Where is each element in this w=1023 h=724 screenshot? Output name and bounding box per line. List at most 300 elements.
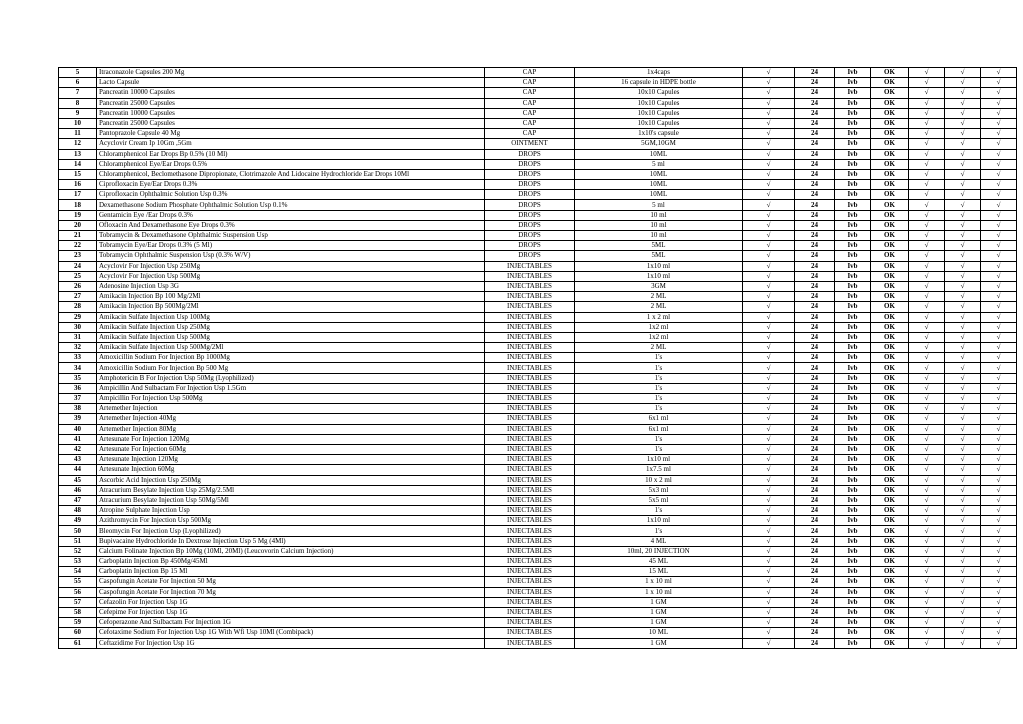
product-name: Calcium Folinate Injection Bp 10Mg (10Ml, 20Ml) (Leucovorin Calcium Injection): [97, 546, 485, 556]
check-mark-a: √: [909, 618, 945, 628]
product-name: Amikacin Injection Bp 100 Mg/2Ml: [97, 292, 485, 302]
check-mark-c: √: [981, 190, 1017, 200]
pack-size: 1's: [575, 383, 743, 393]
check-mark-a: √: [909, 231, 945, 241]
product-table: [58, 67, 1017, 649]
dosage-form: CAP: [485, 68, 575, 78]
check-mark-b: √: [945, 475, 981, 485]
status-cell: OK: [871, 414, 909, 424]
table-row: [59, 414, 1017, 424]
status-cell: OK: [871, 281, 909, 291]
check-mark: √: [743, 546, 795, 556]
row-number: 38: [59, 404, 97, 414]
row-number: 22: [59, 241, 97, 251]
status-cell: OK: [871, 577, 909, 587]
product-name: Itraconazole Capsules 200 Mg: [97, 68, 485, 78]
table-row: [59, 159, 1017, 169]
check-mark-c: √: [981, 546, 1017, 556]
status-cell: OK: [871, 373, 909, 383]
check-mark-a: √: [909, 68, 945, 78]
status-cell: OK: [871, 557, 909, 567]
table-row: [59, 465, 1017, 475]
pack-size: 1x10 ml: [575, 516, 743, 526]
check-mark-a: √: [909, 485, 945, 495]
check-mark-b: √: [945, 567, 981, 577]
table-row: [59, 557, 1017, 567]
check-mark-a: √: [909, 139, 945, 149]
product-name: Ascorbic Acid Injection Usp 250Mg: [97, 475, 485, 485]
dosage-form: INJECTABLES: [485, 373, 575, 383]
check-mark: √: [743, 281, 795, 291]
status-cell: OK: [871, 139, 909, 149]
pack-size: 1's: [575, 526, 743, 536]
dosage-form: DROPS: [485, 231, 575, 241]
climatic-zone: Ivb: [835, 302, 871, 312]
check-mark-b: √: [945, 68, 981, 78]
climatic-zone: Ivb: [835, 363, 871, 373]
row-number: 11: [59, 129, 97, 139]
row-number: 59: [59, 618, 97, 628]
check-mark-a: √: [909, 302, 945, 312]
check-mark-b: √: [945, 332, 981, 342]
check-mark-a: √: [909, 220, 945, 230]
check-mark: √: [743, 343, 795, 353]
product-name: Chloramphenicol Ear Drops Bp 0.5% (10 Ml): [97, 149, 485, 159]
check-mark: √: [743, 200, 795, 210]
dosage-form: INJECTABLES: [485, 455, 575, 465]
check-mark-c: √: [981, 607, 1017, 617]
dosage-form: INJECTABLES: [485, 465, 575, 475]
table-row: [59, 200, 1017, 210]
status-cell: OK: [871, 118, 909, 128]
climatic-zone: Ivb: [835, 139, 871, 149]
status-cell: OK: [871, 190, 909, 200]
check-mark-a: √: [909, 444, 945, 454]
pack-size: 16 capsule in HDPE bottle: [575, 78, 743, 88]
product-name: Bleomycin For Injection Usp (Lyophilized): [97, 526, 485, 536]
check-mark-a: √: [909, 465, 945, 475]
check-mark: √: [743, 618, 795, 628]
pack-size: 1x2 ml: [575, 322, 743, 332]
status-cell: OK: [871, 343, 909, 353]
climatic-zone: Ivb: [835, 526, 871, 536]
row-number: 45: [59, 475, 97, 485]
shelf-life: 24: [795, 516, 835, 526]
check-mark-a: √: [909, 414, 945, 424]
check-mark-b: √: [945, 302, 981, 312]
dosage-form: DROPS: [485, 220, 575, 230]
shelf-life: 24: [795, 139, 835, 149]
dosage-form: CAP: [485, 78, 575, 88]
dosage-form: INJECTABLES: [485, 261, 575, 271]
check-mark-a: √: [909, 241, 945, 251]
check-mark-c: √: [981, 567, 1017, 577]
status-cell: OK: [871, 597, 909, 607]
product-name: Pancreatin 25000 Capsules: [97, 98, 485, 108]
check-mark-c: √: [981, 363, 1017, 373]
shelf-life: 24: [795, 302, 835, 312]
check-mark-a: √: [909, 383, 945, 393]
check-mark-b: √: [945, 220, 981, 230]
table-row: [59, 241, 1017, 251]
check-mark-c: √: [981, 394, 1017, 404]
shelf-life: 24: [795, 200, 835, 210]
status-cell: OK: [871, 404, 909, 414]
product-name: Amikacin Sulfate Injection Usp 500Mg: [97, 332, 485, 342]
dosage-form: DROPS: [485, 159, 575, 169]
check-mark-b: √: [945, 149, 981, 159]
product-name: Pantoprazole Capsule 40 Mg: [97, 129, 485, 139]
status-cell: OK: [871, 434, 909, 444]
climatic-zone: Ivb: [835, 424, 871, 434]
product-name: Tobramycin Ophthalmic Suspension Usp (0.3% W/V): [97, 251, 485, 261]
product-name: Dexamethasone Sodium Phosphate Ophthalmic Solution Usp 0.1%: [97, 200, 485, 210]
row-number: 36: [59, 383, 97, 393]
product-name: Cefazolin For Injection Usp 1G: [97, 597, 485, 607]
climatic-zone: Ivb: [835, 434, 871, 444]
dosage-form: INJECTABLES: [485, 363, 575, 373]
dosage-form: INJECTABLES: [485, 628, 575, 638]
dosage-form: INJECTABLES: [485, 557, 575, 567]
pack-size: 4 ML: [575, 536, 743, 546]
pack-size: 1x10's capsule: [575, 129, 743, 139]
shelf-life: 24: [795, 332, 835, 342]
pack-size: 1x7.5 ml: [575, 465, 743, 475]
check-mark-b: √: [945, 607, 981, 617]
check-mark-b: √: [945, 557, 981, 567]
product-name: Atropine Sulphate Injection Usp: [97, 506, 485, 516]
table-row: [59, 353, 1017, 363]
shelf-life: 24: [795, 455, 835, 465]
table-row: [59, 332, 1017, 342]
check-mark-c: √: [981, 108, 1017, 118]
check-mark-b: √: [945, 312, 981, 322]
check-mark-c: √: [981, 414, 1017, 424]
climatic-zone: Ivb: [835, 353, 871, 363]
row-number: 55: [59, 577, 97, 587]
climatic-zone: Ivb: [835, 536, 871, 546]
check-mark-a: √: [909, 638, 945, 648]
check-mark-c: √: [981, 353, 1017, 363]
shelf-life: 24: [795, 322, 835, 332]
dosage-form: DROPS: [485, 149, 575, 159]
pack-size: 10ML: [575, 169, 743, 179]
pack-size: 6x1 ml: [575, 414, 743, 424]
check-mark-c: √: [981, 383, 1017, 393]
pack-size: 1's: [575, 434, 743, 444]
product-name: Amphotericin B For Injection Usp 50Mg (Lyophilized): [97, 373, 485, 383]
check-mark-c: √: [981, 322, 1017, 332]
product-name: Chloramphenicol Eye/Ear Drops 0.5%: [97, 159, 485, 169]
pack-size: 10 ml: [575, 210, 743, 220]
table-row: [59, 383, 1017, 393]
check-mark-b: √: [945, 129, 981, 139]
check-mark-b: √: [945, 108, 981, 118]
pack-size: 1's: [575, 363, 743, 373]
dosage-form: INJECTABLES: [485, 444, 575, 454]
check-mark-b: √: [945, 292, 981, 302]
status-cell: OK: [871, 495, 909, 505]
table-row: [59, 139, 1017, 149]
status-cell: OK: [871, 424, 909, 434]
table-row: [59, 607, 1017, 617]
shelf-life: 24: [795, 149, 835, 159]
climatic-zone: Ivb: [835, 68, 871, 78]
check-mark-b: √: [945, 98, 981, 108]
status-cell: OK: [871, 251, 909, 261]
row-number: 7: [59, 88, 97, 98]
row-number: 21: [59, 231, 97, 241]
status-cell: OK: [871, 444, 909, 454]
status-cell: OK: [871, 241, 909, 251]
product-name: Ampicillin And Sulbactam For Injection Usp 1.5Gm: [97, 383, 485, 393]
check-mark: √: [743, 261, 795, 271]
check-mark-a: √: [909, 506, 945, 516]
check-mark-b: √: [945, 414, 981, 424]
check-mark-c: √: [981, 180, 1017, 190]
table-row: [59, 618, 1017, 628]
check-mark: √: [743, 567, 795, 577]
pack-size: 5x3 ml: [575, 485, 743, 495]
check-mark-b: √: [945, 322, 981, 332]
climatic-zone: Ivb: [835, 383, 871, 393]
check-mark-c: √: [981, 516, 1017, 526]
dosage-form: INJECTABLES: [485, 343, 575, 353]
product-name: Amoxicillin Sodium For Injection Bp 500 Mg: [97, 363, 485, 373]
climatic-zone: Ivb: [835, 618, 871, 628]
climatic-zone: Ivb: [835, 241, 871, 251]
status-cell: OK: [871, 78, 909, 88]
pack-size: 15 ML: [575, 567, 743, 577]
climatic-zone: Ivb: [835, 638, 871, 648]
check-mark-b: √: [945, 638, 981, 648]
check-mark-c: √: [981, 149, 1017, 159]
check-mark-a: √: [909, 343, 945, 353]
product-name: Amikacin Sulfate Injection Usp 250Mg: [97, 322, 485, 332]
pack-size: 1 x 10 ml: [575, 577, 743, 587]
check-mark: √: [743, 557, 795, 567]
dosage-form: INJECTABLES: [485, 302, 575, 312]
check-mark-c: √: [981, 220, 1017, 230]
table-row: [59, 597, 1017, 607]
climatic-zone: Ivb: [835, 210, 871, 220]
check-mark-c: √: [981, 597, 1017, 607]
check-mark-b: √: [945, 78, 981, 88]
climatic-zone: Ivb: [835, 129, 871, 139]
climatic-zone: Ivb: [835, 98, 871, 108]
pack-size: 1x10 ml: [575, 271, 743, 281]
table-row: [59, 628, 1017, 638]
check-mark-b: √: [945, 506, 981, 516]
check-mark-c: √: [981, 251, 1017, 261]
check-mark: √: [743, 108, 795, 118]
check-mark-a: √: [909, 261, 945, 271]
pack-size: 10 ml: [575, 231, 743, 241]
status-cell: OK: [871, 88, 909, 98]
status-cell: OK: [871, 210, 909, 220]
check-mark-a: √: [909, 495, 945, 505]
product-name: Tobramycin Eye/Ear Drops 0.3% (5 Ml): [97, 241, 485, 251]
pack-size: 10 ML: [575, 628, 743, 638]
pack-size: 5GM,10GM: [575, 139, 743, 149]
status-cell: OK: [871, 394, 909, 404]
check-mark-b: √: [945, 169, 981, 179]
pack-size: 2 ML: [575, 302, 743, 312]
check-mark-c: √: [981, 444, 1017, 454]
shelf-life: 24: [795, 241, 835, 251]
dosage-form: INJECTABLES: [485, 506, 575, 516]
status-cell: OK: [871, 312, 909, 322]
check-mark-b: √: [945, 444, 981, 454]
status-cell: OK: [871, 108, 909, 118]
check-mark-c: √: [981, 536, 1017, 546]
row-number: 42: [59, 444, 97, 454]
table-row: [59, 546, 1017, 556]
climatic-zone: Ivb: [835, 322, 871, 332]
status-cell: OK: [871, 363, 909, 373]
row-number: 6: [59, 78, 97, 88]
status-cell: OK: [871, 231, 909, 241]
product-name: Pancreatin 10000 Capsules: [97, 88, 485, 98]
row-number: 43: [59, 455, 97, 465]
product-name: Azithromycin For Injection Usp 500Mg: [97, 516, 485, 526]
check-mark-a: √: [909, 394, 945, 404]
status-cell: OK: [871, 587, 909, 597]
shelf-life: 24: [795, 577, 835, 587]
check-mark: √: [743, 628, 795, 638]
check-mark: √: [743, 394, 795, 404]
shelf-life: 24: [795, 271, 835, 281]
climatic-zone: Ivb: [835, 628, 871, 638]
check-mark-c: √: [981, 526, 1017, 536]
check-mark: √: [743, 88, 795, 98]
dosage-form: INJECTABLES: [485, 485, 575, 495]
check-mark-b: √: [945, 536, 981, 546]
table-row: [59, 587, 1017, 597]
product-name: Acyclovir For Injection Usp 500Mg: [97, 271, 485, 281]
table-row: [59, 98, 1017, 108]
pack-size: 1 GM: [575, 597, 743, 607]
pack-size: 5 ml: [575, 159, 743, 169]
check-mark: √: [743, 506, 795, 516]
check-mark-b: √: [945, 394, 981, 404]
check-mark-a: √: [909, 434, 945, 444]
climatic-zone: Ivb: [835, 281, 871, 291]
check-mark-a: √: [909, 200, 945, 210]
climatic-zone: Ivb: [835, 607, 871, 617]
check-mark-c: √: [981, 587, 1017, 597]
check-mark-c: √: [981, 200, 1017, 210]
check-mark-b: √: [945, 546, 981, 556]
row-number: 5: [59, 68, 97, 78]
row-number: 44: [59, 465, 97, 475]
table-row: [59, 526, 1017, 536]
check-mark-b: √: [945, 383, 981, 393]
check-mark-a: √: [909, 78, 945, 88]
climatic-zone: Ivb: [835, 261, 871, 271]
table-row: [59, 567, 1017, 577]
status-cell: OK: [871, 526, 909, 536]
table-row: [59, 231, 1017, 241]
check-mark-a: √: [909, 455, 945, 465]
dosage-form: INJECTABLES: [485, 292, 575, 302]
row-number: 40: [59, 424, 97, 434]
product-name: Ceftazidime For Injection Usp 1G: [97, 638, 485, 648]
check-mark-a: √: [909, 88, 945, 98]
dosage-form: INJECTABLES: [485, 607, 575, 617]
status-cell: OK: [871, 485, 909, 495]
row-number: 24: [59, 261, 97, 271]
shelf-life: 24: [795, 292, 835, 302]
status-cell: OK: [871, 455, 909, 465]
product-name: Gentamicin Eye /Ear Drops 0.3%: [97, 210, 485, 220]
pack-size: 10x10 Capules: [575, 108, 743, 118]
check-mark-a: √: [909, 526, 945, 536]
status-cell: OK: [871, 506, 909, 516]
status-cell: OK: [871, 516, 909, 526]
product-name: Carboplatin Injection Bp 450Mg/45Ml: [97, 557, 485, 567]
shelf-life: 24: [795, 68, 835, 78]
product-name: Ciprofloxacin Eye/Ear Drops 0.3%: [97, 180, 485, 190]
check-mark: √: [743, 516, 795, 526]
dosage-form: INJECTABLES: [485, 271, 575, 281]
table-row: [59, 180, 1017, 190]
shelf-life: 24: [795, 118, 835, 128]
shelf-life: 24: [795, 567, 835, 577]
dosage-form: INJECTABLES: [485, 322, 575, 332]
shelf-life: 24: [795, 404, 835, 414]
check-mark-c: √: [981, 88, 1017, 98]
check-mark-b: √: [945, 618, 981, 628]
check-mark-b: √: [945, 455, 981, 465]
shelf-life: 24: [795, 536, 835, 546]
pack-size: 1x10 ml: [575, 455, 743, 465]
check-mark-b: √: [945, 241, 981, 251]
check-mark-a: √: [909, 98, 945, 108]
table-row: [59, 312, 1017, 322]
shelf-life: 24: [795, 607, 835, 617]
shelf-life: 24: [795, 169, 835, 179]
check-mark-b: √: [945, 597, 981, 607]
table-row: [59, 78, 1017, 88]
shelf-life: 24: [795, 88, 835, 98]
dosage-form: CAP: [485, 88, 575, 98]
check-mark-b: √: [945, 434, 981, 444]
check-mark-c: √: [981, 557, 1017, 567]
row-number: 26: [59, 281, 97, 291]
status-cell: OK: [871, 271, 909, 281]
row-number: 14: [59, 159, 97, 169]
shelf-life: 24: [795, 251, 835, 261]
climatic-zone: Ivb: [835, 373, 871, 383]
climatic-zone: Ivb: [835, 557, 871, 567]
check-mark: √: [743, 465, 795, 475]
check-mark-b: √: [945, 271, 981, 281]
check-mark-b: √: [945, 139, 981, 149]
pack-size: 5x5 ml: [575, 495, 743, 505]
product-name: Ciprofloxacin Ophthalmic Solution Usp 0.3%: [97, 190, 485, 200]
table-row: [59, 129, 1017, 139]
check-mark: √: [743, 159, 795, 169]
table-row: [59, 404, 1017, 414]
shelf-life: 24: [795, 261, 835, 271]
row-number: 61: [59, 638, 97, 648]
climatic-zone: Ivb: [835, 546, 871, 556]
product-name: Amikacin Injection Bp 500Mg/2Ml: [97, 302, 485, 312]
row-number: 8: [59, 98, 97, 108]
check-mark-b: √: [945, 180, 981, 190]
check-mark-b: √: [945, 200, 981, 210]
